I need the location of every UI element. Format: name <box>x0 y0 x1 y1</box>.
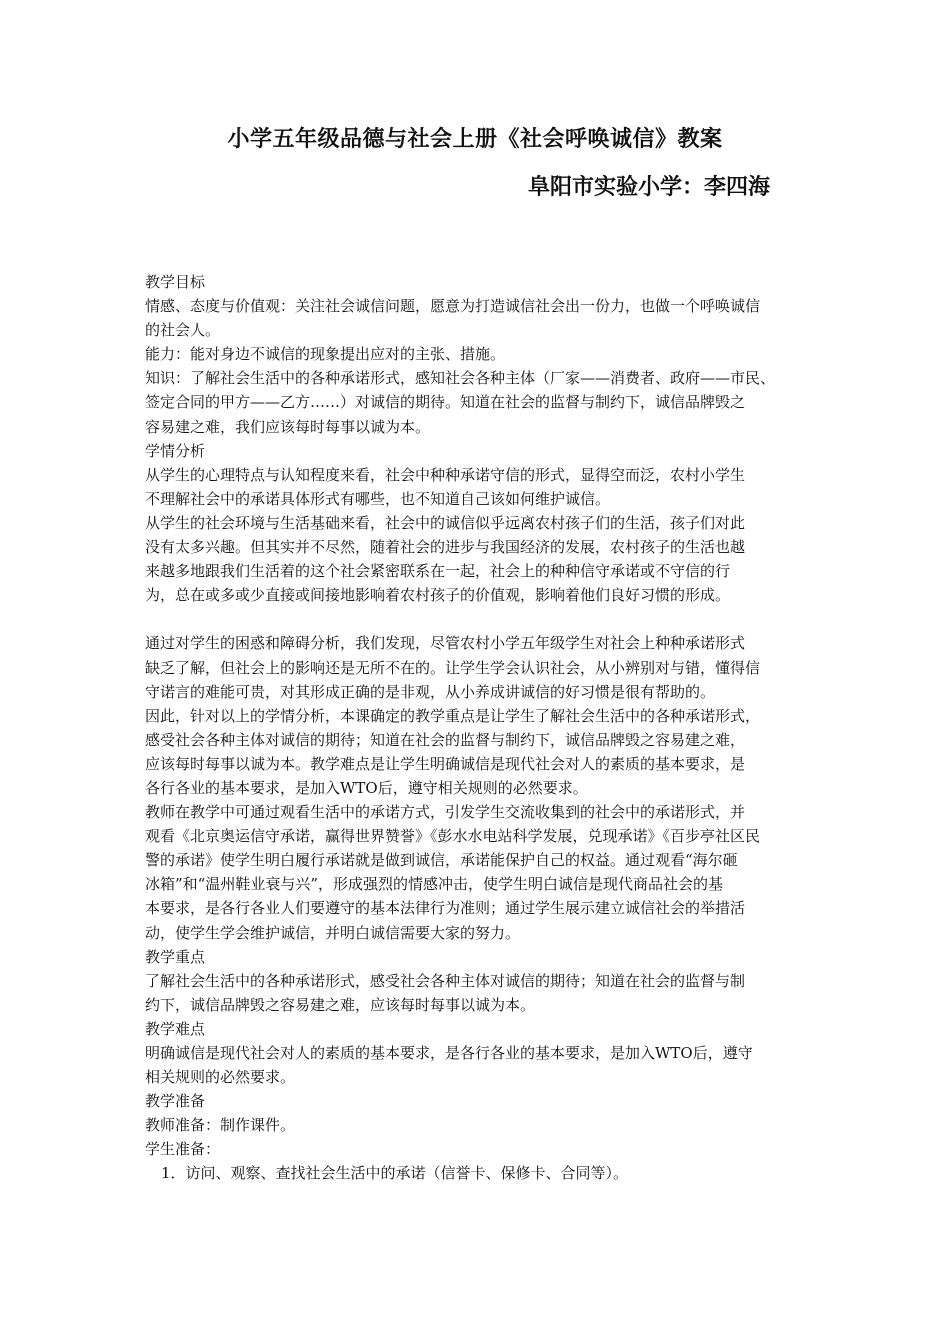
text-line: 为，总在或多或少直接或间接地影响着农村孩子的价值观，影响着他们良好习惯的形成。 <box>145 586 731 605</box>
text-line: 签定合同的甲方——乙方……）对诚信的期待。知道在社会的监督与制约下，诚信品牌毁之 <box>145 393 746 412</box>
text-line: 各行各业的基本要求，是加入WTO后，遵守相关规则的必然要求。 <box>145 778 588 797</box>
text-line: 知识：了解社会生活中的各种承诺形式，感知社会各种主体（厂家——消费者、政府——市民、 <box>145 369 776 388</box>
text-line: 从学生的心理特点与认知程度来看，社会中种种承诺守信的形式，显得空而泛，农村小学生 <box>145 465 746 484</box>
document-title: 小学五年级品德与社会上册《社会呼唤诚信》教案 <box>227 126 723 152</box>
text-line: 从学生的社会环境与生活基础来看，社会中的诚信似乎远离农村孩子们的生活，孩子们对此 <box>145 513 746 532</box>
text-line: 教师在教学中可通过观看生活中的承诺方式，引发学生交流收集到的社会中的承诺形式，并 <box>145 803 746 822</box>
blank-line <box>145 607 815 631</box>
text-line: 教学重点 <box>145 947 206 966</box>
text-line: 的社会人。 <box>145 321 221 340</box>
text-line: 观看《北京奥运信守承诺，赢得世界赞誉》《彭水水电站科学发展，兑现承诺》《百步亭社区民 <box>145 827 761 846</box>
text-line: 没有太多兴趣。但其实并不尽然，随着社会的进步与我国经济的发展，农村孩子的生活也越 <box>145 538 746 557</box>
text-line: 因此，针对以上的学情分析，本课确定的教学重点是让学生了解社会生活中的各种承诺形式， <box>145 706 761 725</box>
text-line: 明确诚信是现代社会对人的素质的基本要求，是各行各业的基本要求，是加入WTO后，遵守 <box>145 1044 753 1062</box>
text-line: 应该每时每事以诚为本。教学难点是让学生明确诚信是现代社会对人的素质的基本要求，是 <box>145 754 746 773</box>
text-line: 通过对学生的困惑和障碍分析，我们发现，尽管农村小学五年级学生对社会上种种承诺形式 <box>145 634 746 653</box>
text-line: 约下，诚信品牌毁之容易建之难，应该每时每事以诚为本。 <box>145 995 536 1014</box>
text-line: 警的承诺》使学生明白履行承诺就是做到诚信，承诺能保护自己的权益。通过观看“海尔砸 <box>145 851 738 870</box>
text-line: 教学目标 <box>145 273 206 291</box>
list-item: 1．访问、观察、查找社会生活中的承诺（信誉卡、保修卡、合同等）。 <box>161 1164 629 1183</box>
text-line: 冰箱”和“温州鞋业衰与兴”，形成强烈的情感冲击，使学生明白诚信是现代商品社会的基 <box>145 875 724 894</box>
text-line: 动，使学生学会维护诚信，并明白诚信需要大家的努力。 <box>145 923 521 942</box>
text-line: 守诺言的难能可贵，对其形成正确的是非观，从小养成讲诚信的好习惯是很有帮助的。 <box>145 682 716 701</box>
text-line: 来越多地跟我们生活着的这个社会紧密联系在一起，社会上的种种信守承诺或不守信的行 <box>145 562 731 581</box>
text-line: 学情分析 <box>145 441 206 460</box>
text-line: 能力：能对身边不诚信的现象提出应对的主张、措施。 <box>145 345 506 364</box>
text-line: 教学难点 <box>145 1019 206 1038</box>
text-line: 容易建之难，我们应该每时每事以诚为本。 <box>145 417 431 436</box>
text-line: 教师准备：制作课件。 <box>145 1116 296 1135</box>
text-line: 教学准备 <box>145 1092 206 1111</box>
text-line: 学生准备： <box>145 1140 221 1159</box>
text-line: 感受社会各种主体对诚信的期待；知道在社会的监督与制约下，诚信品牌毁之容易建之难， <box>145 730 746 749</box>
text-line: 缺乏了解，但社会上的影响还是无所不在的。让学生学会认识社会，从小辨别对与错，懂得信 <box>145 658 761 677</box>
text-line: 相关规则的必然要求。 <box>145 1068 296 1087</box>
text-line: 本要求，是各行各业人们要遵守的基本法律行为准则；通过学生展示建立诚信社会的举措活 <box>145 899 746 918</box>
document-author: 阜阳市实验小学：李四海 <box>528 174 771 200</box>
text-line: 不理解社会中的承诺具体形式有哪些，也不知道自己该如何维护诚信。 <box>145 489 611 508</box>
document-body <box>145 270 815 1186</box>
text-line: 了解社会生活中的各种承诺形式，感受社会各种主体对诚信的期待；知道在社会的监督与制 <box>145 971 746 990</box>
text-line: 情感、态度与价值观：关注社会诚信问题，愿意为打造诚信社会出一份力，也做一个呼唤诚信 <box>145 297 761 316</box>
